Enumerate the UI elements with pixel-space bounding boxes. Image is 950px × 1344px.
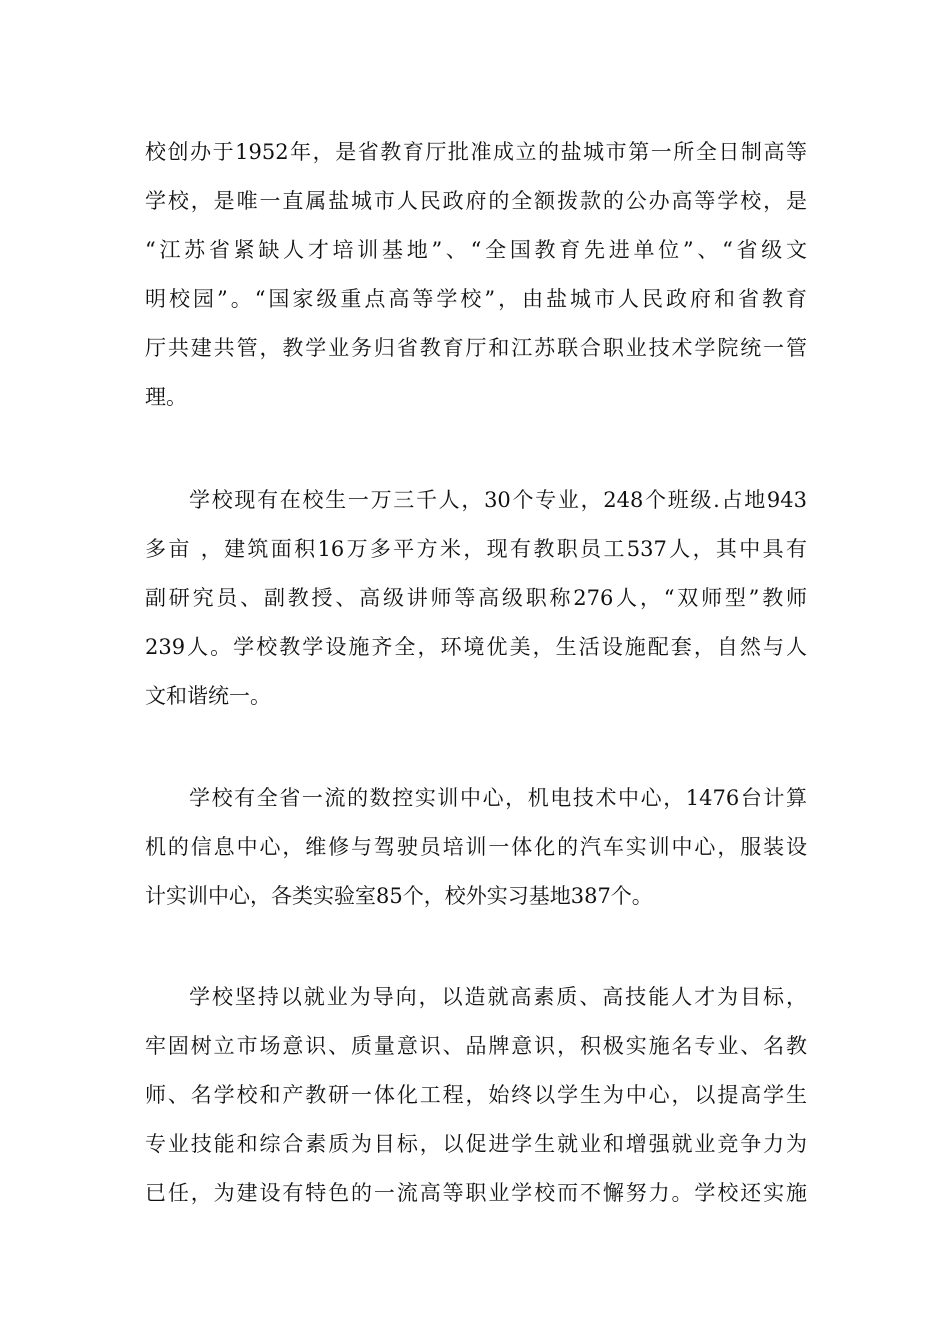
paragraph-school-mission <box>145 973 807 1218</box>
text-line: 师、名学校和产教研一体化工程，始终以学生为中心，以提高学生 <box>145 1083 807 1107</box>
text-line: 学校有全省一流的数控实训中心，机电技术中心，1476台计算 <box>189 786 807 810</box>
text-line: “江苏省紧缺人才培训基地”、“全国教育先进单位”、“省级文 <box>145 238 807 262</box>
text-line: 学校，是唯一直属盐城市人民政府的全额拨款的公办高等学校，是 <box>145 189 807 213</box>
text-line: 机的信息中心，维修与驾驶员培训一体化的汽车实训中心，服装设 <box>145 835 807 859</box>
text-line: 专业技能和综合素质为目标，以促进学生就业和增强就业竞争力为 <box>145 1132 807 1156</box>
text-line: 厅共建共管，教学业务归省教育厅和江苏联合职业技术学院统一管 <box>145 336 807 360</box>
text-line: 副研究员、副教授、高级讲师等高级职称276人，“双师型”教师 <box>145 586 807 610</box>
text-line: 多亩 ，建筑面积16万多平方米，现有教职员工537人，其中具有 <box>145 537 807 561</box>
text-line: 文和谐统一。 <box>145 684 271 708</box>
paragraph-school-history <box>145 128 807 422</box>
text-line: 校创办于1952年，是省教育厅批准成立的盐城市第一所全日制高等 <box>145 140 807 164</box>
text-line: 理。 <box>145 385 187 409</box>
text-line: 计实训中心，各类实验室85个，校外实习基地387个。 <box>145 884 653 908</box>
paragraph-school-scale <box>145 476 807 721</box>
text-line: 牢固树立市场意识、质量意识、品牌意识，积极实施名专业、名教 <box>145 1034 807 1058</box>
text-line: 239人。学校教学设施齐全，环境优美，生活设施配套，自然与人 <box>145 635 807 659</box>
text-line: 已任，为建设有特色的一流高等职业学校而不懈努力。学校还实施 <box>145 1181 807 1205</box>
text-line: 学校坚持以就业为导向，以造就高素质、高技能人才为目标， <box>189 985 807 1009</box>
text-line: 明校园”。“国家级重点高等学校”，由盐城市人民政府和省教育 <box>145 287 807 311</box>
text-line: 学校现有在校生一万三千人，30个专业，248个班级.占地943 <box>189 488 807 512</box>
paragraph-school-facilities <box>145 774 807 921</box>
